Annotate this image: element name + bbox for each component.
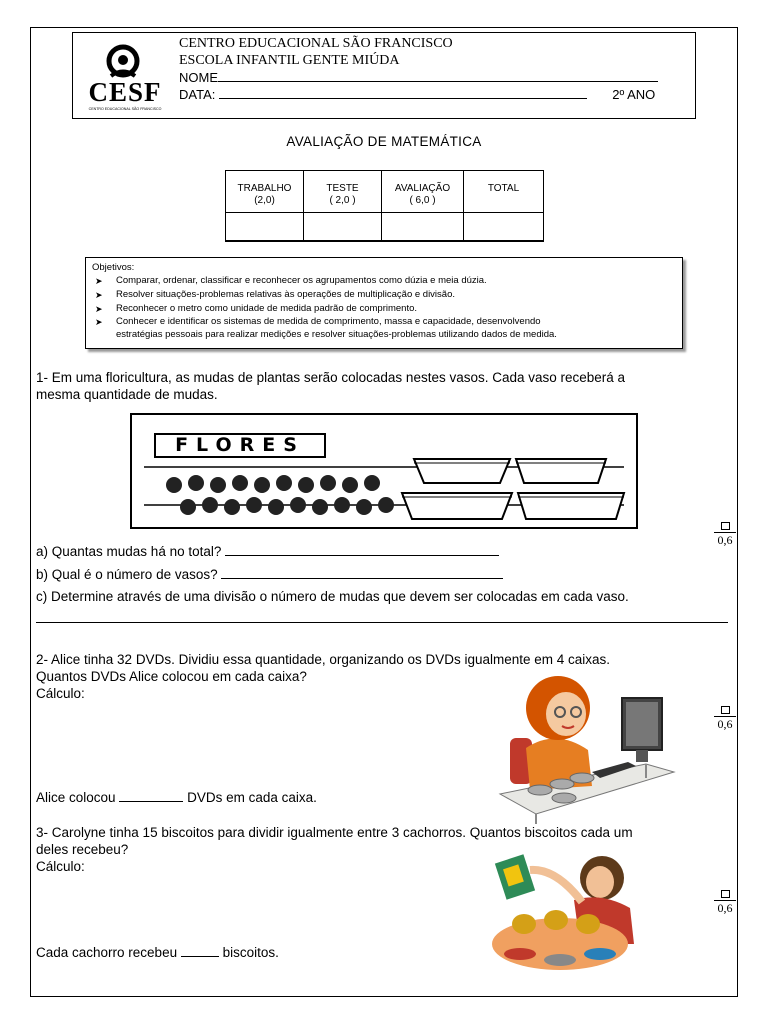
date-row bbox=[179, 86, 655, 103]
q1a-answer-field[interactable] bbox=[225, 545, 499, 556]
objectives-box bbox=[85, 257, 683, 349]
checkbox-icon[interactable] bbox=[721, 890, 730, 898]
date-field[interactable] bbox=[219, 88, 587, 99]
objective-item: ➤ Reconhecer o metro como unidade de medida padrão de comprimento. bbox=[95, 303, 418, 314]
name-label: NOME bbox=[179, 70, 218, 85]
name-field[interactable] bbox=[218, 71, 658, 82]
arrow-bullet-icon: ➤ bbox=[95, 290, 103, 300]
grades-table bbox=[225, 170, 544, 242]
q3-line2: deles recebeu? bbox=[36, 842, 129, 857]
grade-col-evaluation: AVALIAÇÃO ( 6,0 ) bbox=[382, 171, 464, 241]
objectives-heading: Objetivos: bbox=[92, 262, 135, 273]
school-logo bbox=[81, 43, 167, 115]
q3-answer-row: Cada cachorro recebeu biscoitos. bbox=[36, 945, 279, 960]
arrow-bullet-icon: ➤ bbox=[95, 304, 103, 314]
flores-sign: FLORES bbox=[154, 433, 326, 458]
q2-line2: Quantos DVDs Alice colocou em cada caixa? bbox=[36, 669, 307, 684]
flowers-illustration bbox=[130, 413, 638, 529]
checkbox-icon[interactable] bbox=[721, 522, 730, 530]
q3-calc-label: Cálculo: bbox=[36, 859, 85, 874]
grade-label: 2º ANO bbox=[612, 87, 656, 102]
q3-answer-field[interactable] bbox=[181, 946, 219, 957]
grade-col-total: TOTAL bbox=[487, 183, 520, 194]
score-box-q3: 0,6 bbox=[714, 890, 736, 915]
header-box bbox=[72, 32, 696, 119]
q1-line1: 1- Em uma floricultura, as mudas de plantas serão colocadas nestes vasos. Cada vaso receberá a bbox=[36, 370, 626, 385]
q2-line1: 2- Alice tinha 32 DVDs. Dividiu essa quantidade, organizando os DVDs igualmente em 4 caixas. bbox=[36, 652, 611, 667]
flower-pots-icon bbox=[132, 415, 636, 527]
q2-calc-label: Cálculo: bbox=[36, 686, 85, 701]
arrow-bullet-icon: ➤ bbox=[95, 317, 103, 327]
arrow-bullet-icon: ➤ bbox=[95, 276, 103, 286]
q1-line2: mesma quantidade de mudas. bbox=[36, 387, 218, 402]
q1b-row: b) Qual é o número de vasos? bbox=[36, 566, 503, 583]
logo-text: CESF bbox=[88, 77, 162, 107]
q3-line1: 3- Carolyne tinha 15 biscoitos para dividir igualmente entre 3 cachorros. Quantos biscoitos cada um bbox=[36, 825, 633, 840]
school-unit: ESCOLA INFANTIL GENTE MIÚDA bbox=[179, 53, 400, 68]
q1b-answer-field[interactable] bbox=[221, 568, 503, 579]
name-row bbox=[179, 69, 658, 86]
logo-subtext: CENTRO EDUCACIONAL SÃO FRANCISCO bbox=[88, 107, 162, 111]
objective-item: ➤ Resolver situações-problemas relativas às operações de multiplicação e divisão. bbox=[95, 289, 455, 300]
checkbox-icon[interactable] bbox=[721, 706, 730, 714]
page-title: AVALIAÇÃO DE MATEMÁTICA bbox=[286, 134, 482, 149]
q1a-row: a) Quantas mudas há no total? bbox=[36, 543, 499, 560]
girl-at-computer-illustration bbox=[496, 668, 676, 824]
score-box-q2: 0,6 bbox=[714, 706, 736, 731]
date-label: DATA: bbox=[179, 87, 216, 102]
school-name: CENTRO EDUCACIONAL SÃO FRANCISCO bbox=[179, 36, 453, 51]
grade-col-work: TRABALHO (2,0) bbox=[226, 171, 304, 241]
q2-answer-field[interactable] bbox=[119, 791, 183, 802]
grade-col-test: TESTE ( 2,0 ) bbox=[304, 171, 382, 241]
q1c-text: c) Determine através de uma divisão o número de mudas que devem ser colocadas em cada vaso. bbox=[36, 589, 629, 604]
objective-item: ➤ Conhecer e identificar os sistemas de medida de comprimento, massa e capacidade, desenvolvendo estratégias pessoais para realizar medições e resolver situações-problemas utilizando dados de medida. bbox=[95, 316, 557, 340]
q2-answer-row: Alice colocou DVDs em cada caixa. bbox=[36, 790, 317, 805]
objective-item: ➤ Comparar, ordenar, classificar e reconhecer os agrupamentos como dúzia e meia dúzia. bbox=[95, 275, 487, 286]
girl-dogs-icon bbox=[490, 848, 650, 974]
objectives-list bbox=[92, 274, 676, 341]
girl-feeding-dogs-illustration bbox=[490, 848, 650, 974]
score-box-q1: 0,6 bbox=[714, 522, 736, 547]
girl-computer-icon bbox=[496, 668, 676, 824]
q1c-answer-field[interactable] bbox=[36, 612, 728, 623]
